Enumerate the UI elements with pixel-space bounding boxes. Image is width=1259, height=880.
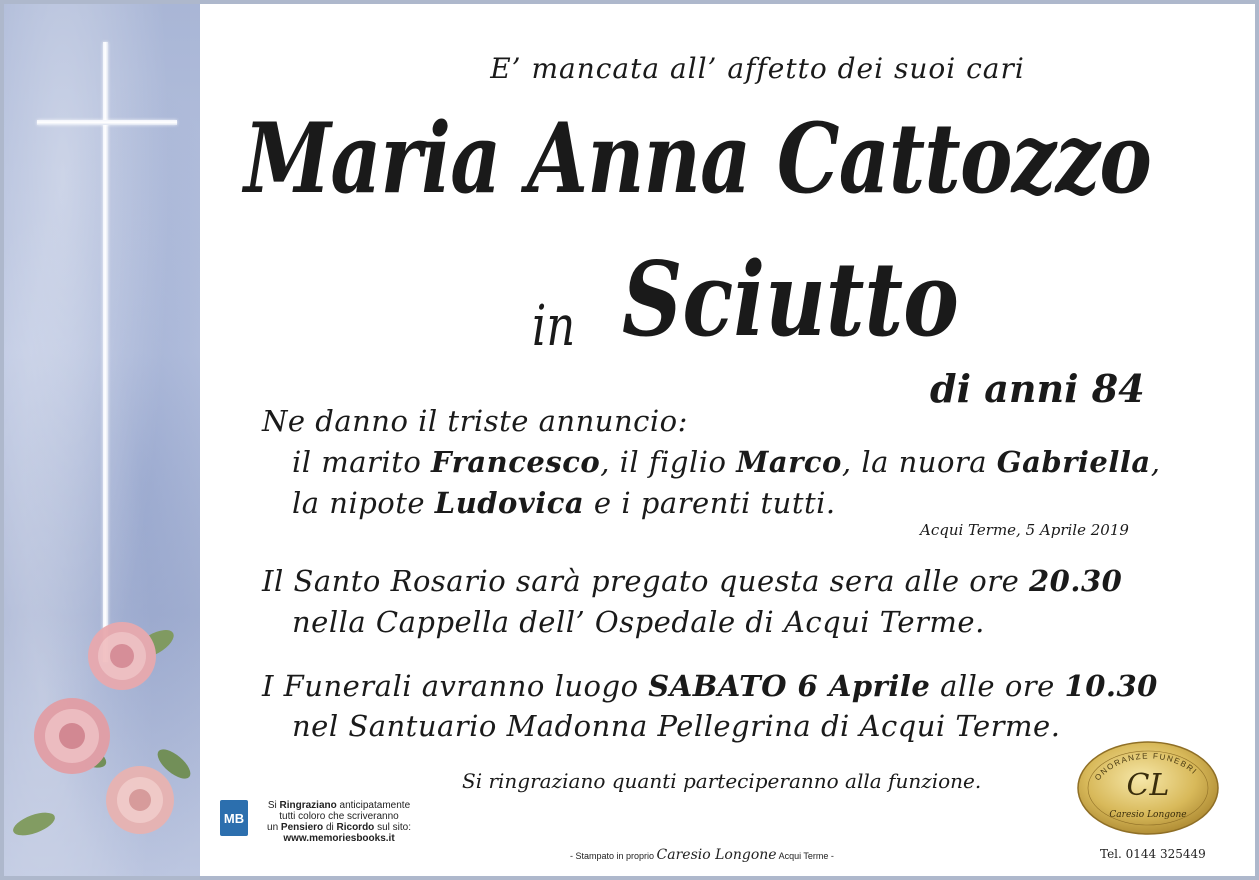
place-date: Acqui Terme, 5 Aprile 2019: [920, 521, 1129, 539]
announce-line-2: il marito Francesco, il figlio Marco, la nuora Gabriella,: [292, 445, 1161, 479]
rosary-line-1: Il Santo Rosario sarà pregato questa sera alle ore 20.30: [262, 564, 1123, 598]
memoriesbooks-logo-icon: MB: [220, 800, 248, 836]
announce-line-3: la nipote Ludovica e i parenti tutti.: [292, 486, 836, 520]
printer-footer: - Stampato in proprio Caresio Longone Acqui Terme -: [570, 847, 834, 863]
cross-icon: [103, 42, 108, 662]
age: di anni 84: [930, 366, 1145, 411]
obituary-content: [200, 4, 1255, 876]
phone-number: Tel. 0144 325449: [1100, 847, 1206, 861]
intro-line: E’ mancata all’ affetto dei suoi cari: [490, 52, 1025, 85]
married-prefix: in: [532, 294, 576, 359]
rosary-line-2: nella Cappella dell’ Ospedale di Acqui Terme.: [292, 605, 985, 639]
decorative-sidebar: [4, 4, 200, 876]
memoriesbooks-text: Si Ringraziano anticipatamente tutti coloro che scriveranno un Pensiero di Ricordo sul sito: www.memoriesbooks.it: [254, 800, 424, 844]
funeral-line-1: I Funerali avranno luogo SABATO 6 Aprile alle ore 10.30: [262, 669, 1158, 703]
funeral-line-2: nel Santuario Madonna Pellegrina di Acqui Terme.: [292, 709, 1061, 743]
roses-illustration: [4, 604, 200, 876]
svg-text:ONORANZE FUNEBRI: ONORANZE FUNEBRI: [1093, 751, 1200, 783]
married-surname: Sciutto: [622, 240, 959, 360]
thanks-line: Si ringraziano quanti parteciperanno alla funzione.: [462, 769, 982, 793]
svg-text:Caresio Longone: Caresio Longone: [1109, 810, 1187, 820]
funeral-home-seal-icon: [1076, 739, 1221, 837]
memoriesbooks-url[interactable]: www.memoriesbooks.it: [283, 833, 395, 844]
cross-bar: [37, 120, 177, 125]
svg-text:CL: CL: [1126, 768, 1170, 803]
deceased-name: Maria Anna Cattozzo: [244, 102, 1152, 215]
memoriesbooks-notice: [220, 800, 420, 860]
announce-line-1: Ne danno il triste annuncio:: [262, 404, 688, 438]
